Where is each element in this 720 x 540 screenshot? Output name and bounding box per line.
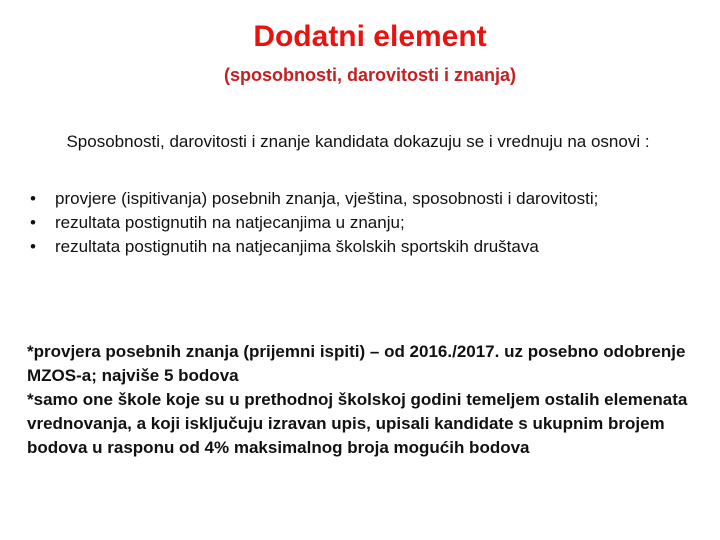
bullet-dot-icon: •: [30, 237, 36, 256]
bullet-item: [26, 235, 686, 259]
bullet-item: [26, 211, 686, 235]
footnote: *provjera posebnih znanja (prijemni ispiti) – od 2016./2017. uz posebno odobrenje MZOS-a; najviše 5 bodova: [27, 342, 686, 385]
slide-subtitle: (sposobnosti, darovitosti i znanja): [223, 65, 517, 85]
intro-text: Sposobnosti, darovitosti i znanje kandidata dokazuju se i vrednuju na osnovi :: [66, 132, 650, 151]
bullet-dot-icon: •: [30, 213, 36, 232]
footnote: *samo one škole koje su u prethodnoj školskoj godini temeljem ostalih elemenata vrednovanja, a koji isključuju izravan upis, upisali kandidate s ukupnim brojem bodova u rasponu od 4% maksimalnog broja mogućih bodova: [27, 390, 688, 457]
bullet-list: [26, 187, 686, 259]
bullet-text: provjere (ispitivanja) posebnih znanja, vještina, sposobnosti i darovitosti;: [55, 189, 599, 208]
bullet-text: rezultata postignutih na natjecanjima školskih sportskih društava: [55, 237, 539, 256]
footnotes: [27, 340, 697, 460]
slide-title: Dodatni element: [253, 20, 487, 53]
bullet-text: rezultata postignutih na natjecanjima u znanju;: [55, 213, 405, 232]
bullet-dot-icon: •: [30, 189, 36, 208]
bullet-item: [26, 187, 686, 211]
